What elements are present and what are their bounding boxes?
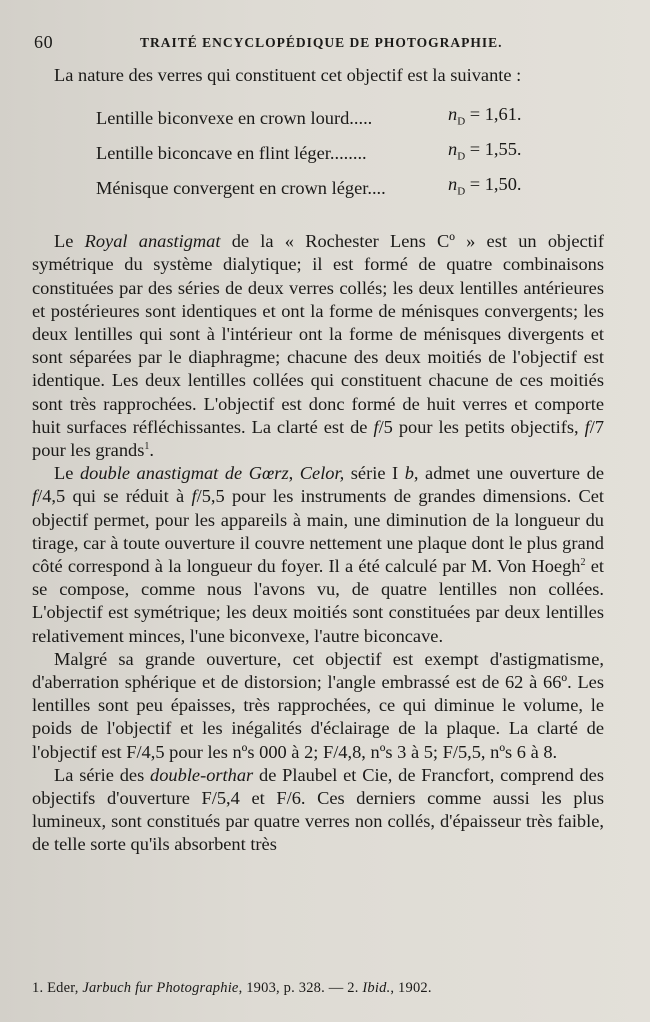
refractive-index-symbol: $n_D$ (448, 139, 466, 163)
spec-value: $n_D = 1,50$. (448, 174, 522, 198)
spec-value: $n_D = 1,61$. (448, 104, 522, 128)
intro-line: La nature des verres qui constituent cet objectif est la suivante : (54, 65, 522, 85)
running-title: TRAITÉ ENCYCLOPÉDIQUE DE PHOTOGRAPHIE. (140, 35, 503, 50)
spec-value: $n_D = 1,55$. (448, 139, 522, 163)
paragraph-aberrations: Malgré sa grande ouverture, cet objectif est exempt d'astigmatisme, d'aberration sphérique et de distorsion; l'angle embrassé est de 62 à 66º. Les lentilles sont peu épaisses, très rapprochées, ce qui diminue le volume, le poids de l'objectif et les inégalités d'éclairage de la plaque. La clarté de l'objectif est F/4,5 pour les nºs 000 à 2; F/4,8, nºs 3 à 5; F/5,5, nºs 6 à 8. (32, 648, 604, 762)
footnote-ref: 1 (144, 440, 150, 452)
paragraph-royal-anastigmat: Le Royal anastigmat de la « Rochester Lens Cº » est un objectif symétrique du système dialytique; il est formé de quatre combinaisons constituées par des séries de deux verres collés; les deux lentilles antérieures et postérieures sont identiques et ont la forme de ménisques convergents; les deux lentilles qui sont à l'intérieur ont la forme de ménisques divergents et sont séparées par le diaphragme; chacune des deux moitiés de l'objectif est identique. Les deux lentilles collées qui constituent chacune de ces moitiés sont très rapprochées. L'objectif est donc formé de huit verres et comporte huit surfaces réfléchissantes. La clarté est de f/5 pour les petits objectifs, f/7 pour les grands$^1$. (32, 231, 605, 461)
spec-label: Lentille biconcave en flint léger........ (96, 143, 367, 164)
page-number: 60 (34, 32, 54, 52)
body-text (32, 64, 604, 857)
paragraph-celor: Le double anastigmat de Gœrz, Celor, série I b, admet une ouverture de f/4,5 qui se réduit à f/5,5 pour les instruments de grandes dimensions. Cet objectif permet, pour les appareils à main, une diminution de la longueur du tirage, car à toute ouverture il couvre nettement une plaque dont le plus grand côté correspond à la longueur du foyer. Il a été calculé par M. Von Hoegh$^2$ et se compose, comme nous l'avons vu, de quatre lentilles non collées. L'objectif est symétrique; les deux moitiés sont constituées par deux lentilles relativement minces, l'une biconvexe, l'autre biconcave. (32, 463, 604, 646)
refractive-index-symbol: $n_D$ (448, 104, 466, 128)
footnote: 1. Eder, Jarbuch fur Photographie, 1903, p. 328. — 2. Ibid., 1902. (32, 980, 432, 996)
spec-label: Lentille biconvexe en crown lourd..... (96, 108, 373, 129)
page-header (30, 32, 620, 54)
spec-label: Ménisque convergent en crown léger.... (96, 178, 386, 199)
lens-spec-list (96, 101, 604, 206)
refractive-index-symbol: $n_D$ (448, 174, 466, 198)
spec-row (96, 101, 604, 136)
spec-row (96, 136, 604, 171)
paragraph-double-orthar: La série des double-orthar de Plaubel et Cie, de Francfort, comprend des objectifs d'ouverture F/5,4 et F/6. Ces derniers comme aussi les plus lumineux, sont constitués par quatre verres non collés, d'épaisseur très faible, de telle sorte qu'ils absorbent très (32, 764, 604, 855)
footnote-ref: 2 (580, 556, 586, 568)
spec-row (96, 171, 604, 206)
